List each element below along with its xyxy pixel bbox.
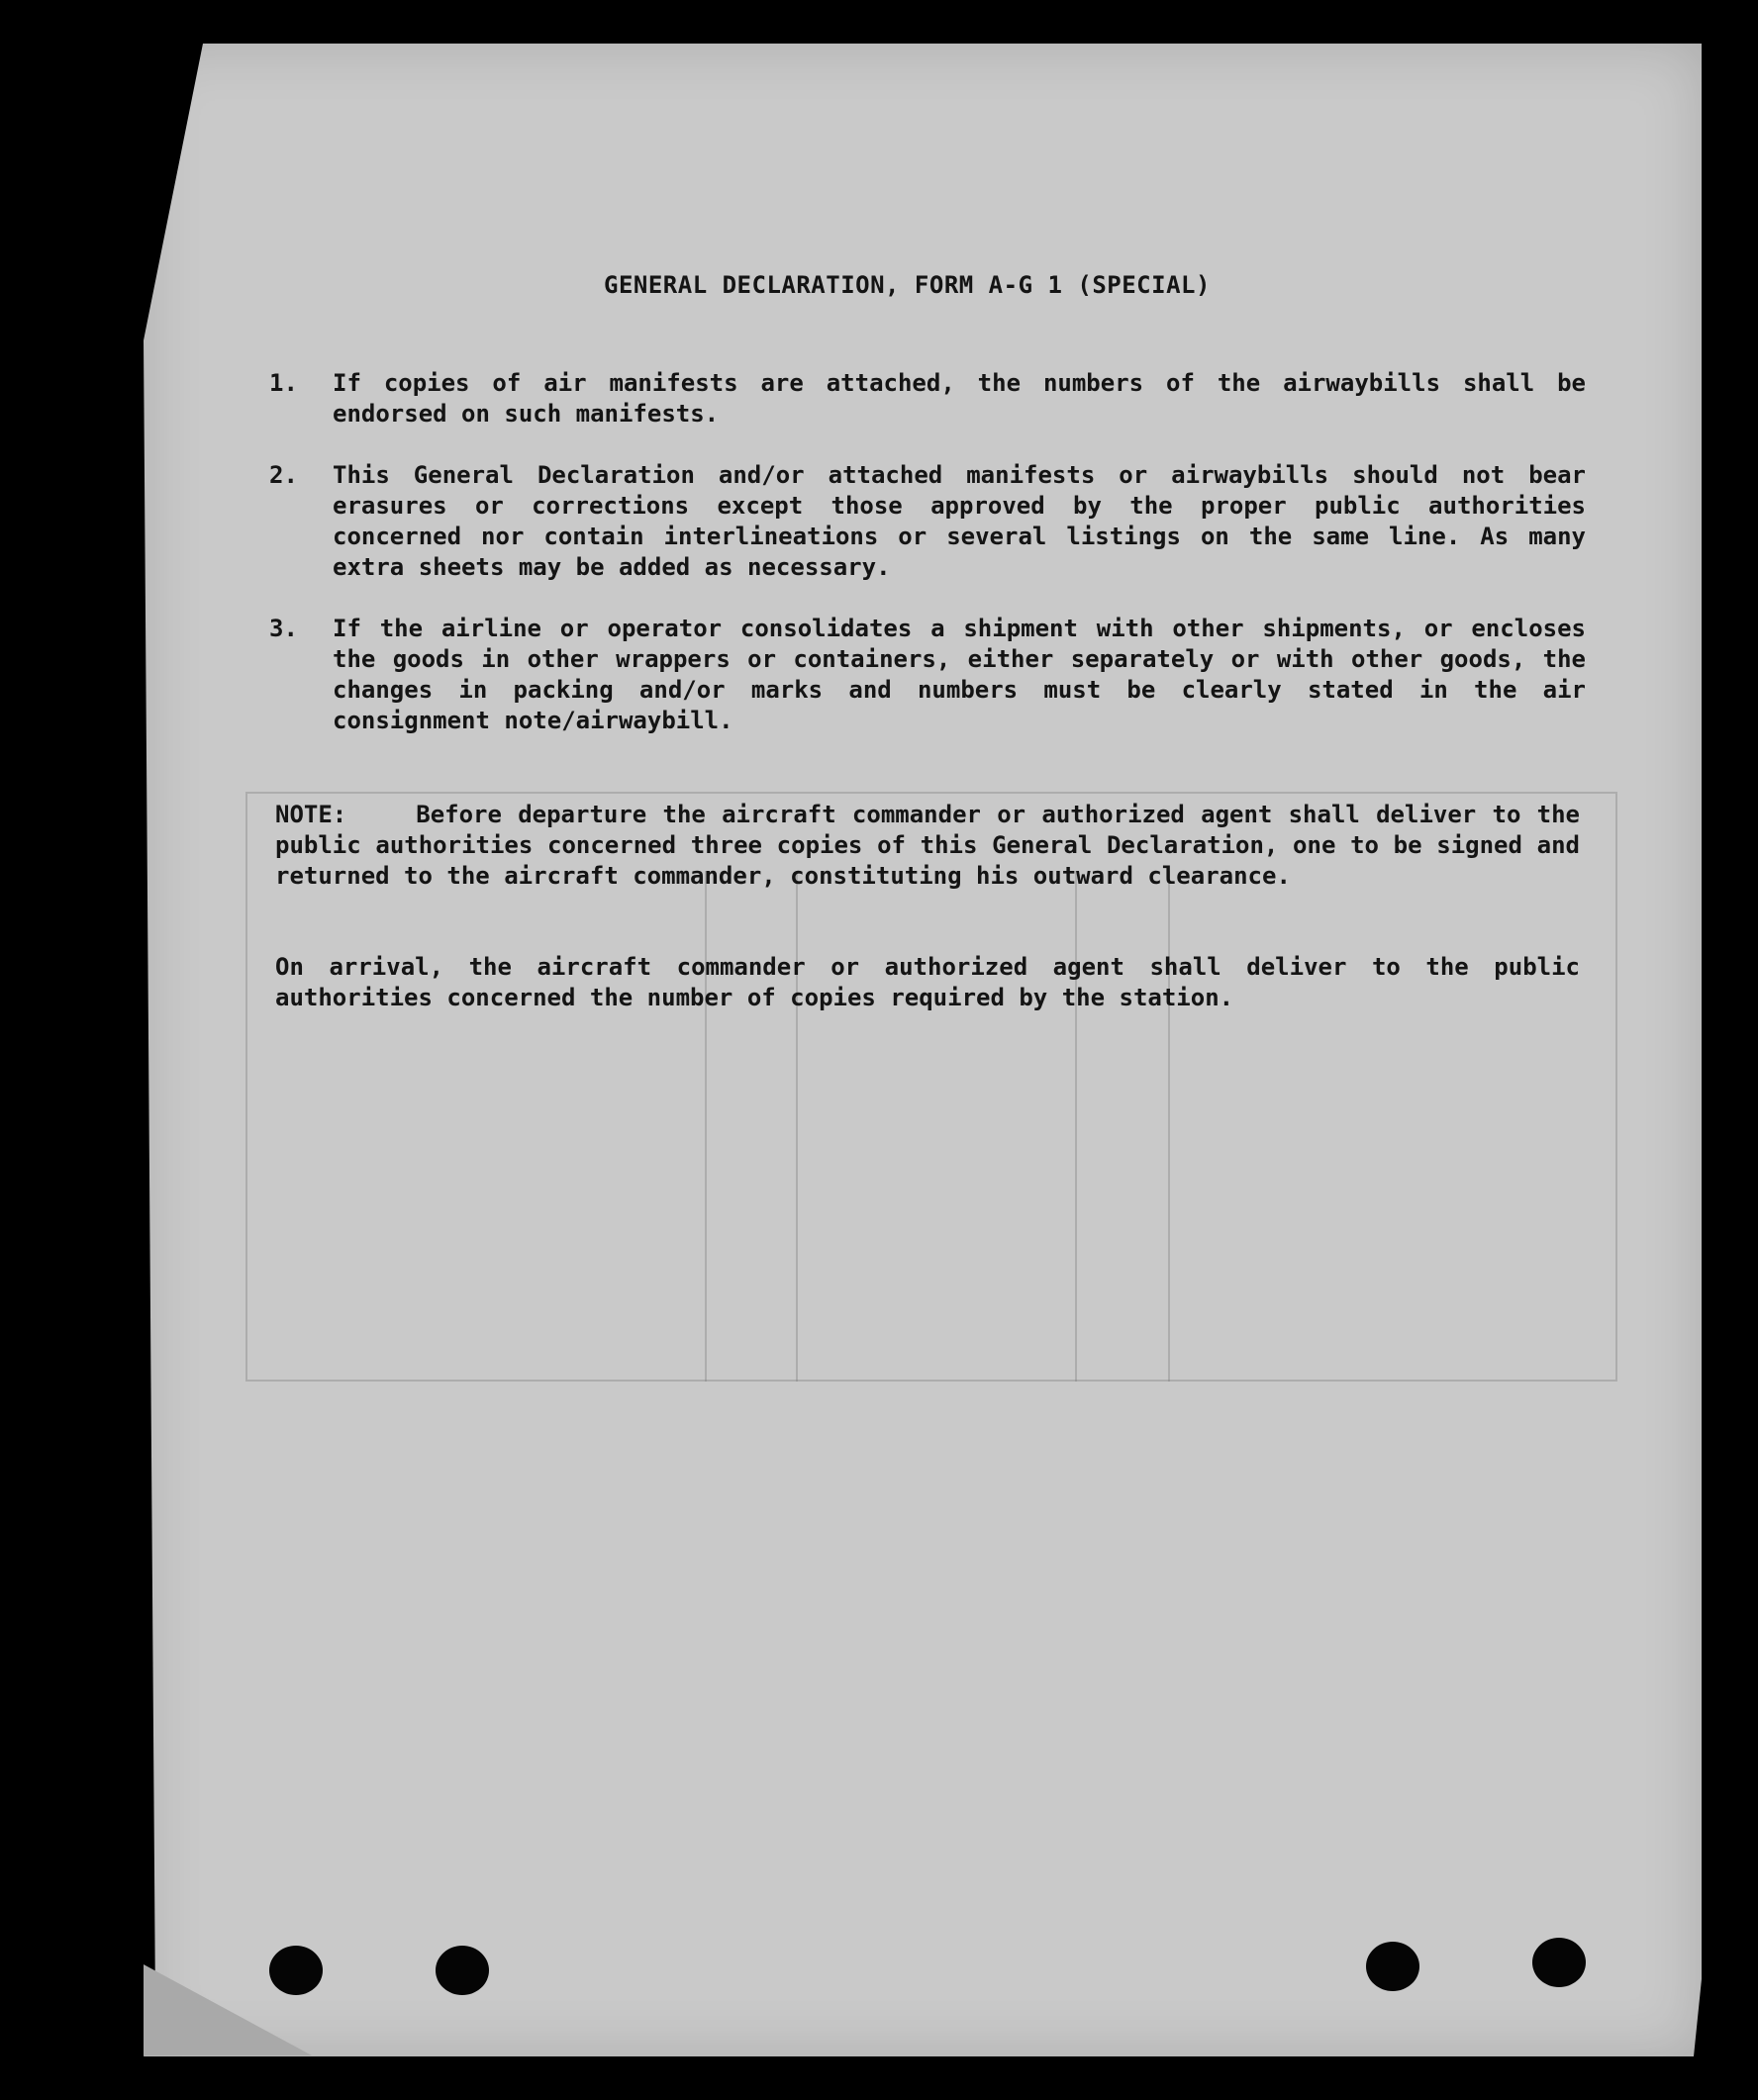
item-number: 1. — [269, 369, 298, 397]
arrival-paragraph: On arrival, the aircraft commander or authorized agent shall deliver to the public authorities concerned the number of copies required by the station. — [275, 953, 1580, 1011]
punch-hole-icon — [269, 1946, 323, 1995]
item-text: If copies of air manifests are attached, the numbers of the airwaybills shall be endorsed on such manifests. — [333, 369, 1586, 428]
bleed-through-line — [1168, 871, 1170, 1382]
document-title: GENERAL DECLARATION, FORM A-G 1 (SPECIAL) — [604, 271, 1211, 299]
item-number: 2. — [269, 461, 298, 489]
note-text: Before departure the aircraft commander or authorized agent shall deliver to the public authorities concerned three copies of this General Declaration, one to be signed and returned to the aircraft commander, constituting his outward clearance. — [275, 801, 1580, 890]
bleed-through-line — [1075, 871, 1077, 1382]
note-label: NOTE: — [275, 801, 347, 828]
item-text: This General Declaration and/or attached manifests or airwaybills should not bear erasures or corrections except those approved by the proper public authorities concerned nor contain interlineations or several listings on the same line. As many extra sheets may be added as necessary. — [333, 461, 1586, 581]
note-paragraph — [275, 800, 1580, 892]
bleed-through-line — [705, 871, 707, 1382]
bleed-through-line — [796, 871, 798, 1382]
punch-hole-icon — [1366, 1942, 1419, 1991]
item-number: 3. — [269, 615, 298, 642]
punch-hole-icon — [436, 1946, 489, 1995]
punch-hole-icon — [1532, 1938, 1586, 1987]
item-text: If the airline or operator consolidates a shipment with other shipments, or encloses the goods in other wrappers or containers, either separately or with other goods, the changes in packing and/or marks and numbers must be clearly stated in the air consignment note/airwaybill. — [333, 615, 1586, 734]
